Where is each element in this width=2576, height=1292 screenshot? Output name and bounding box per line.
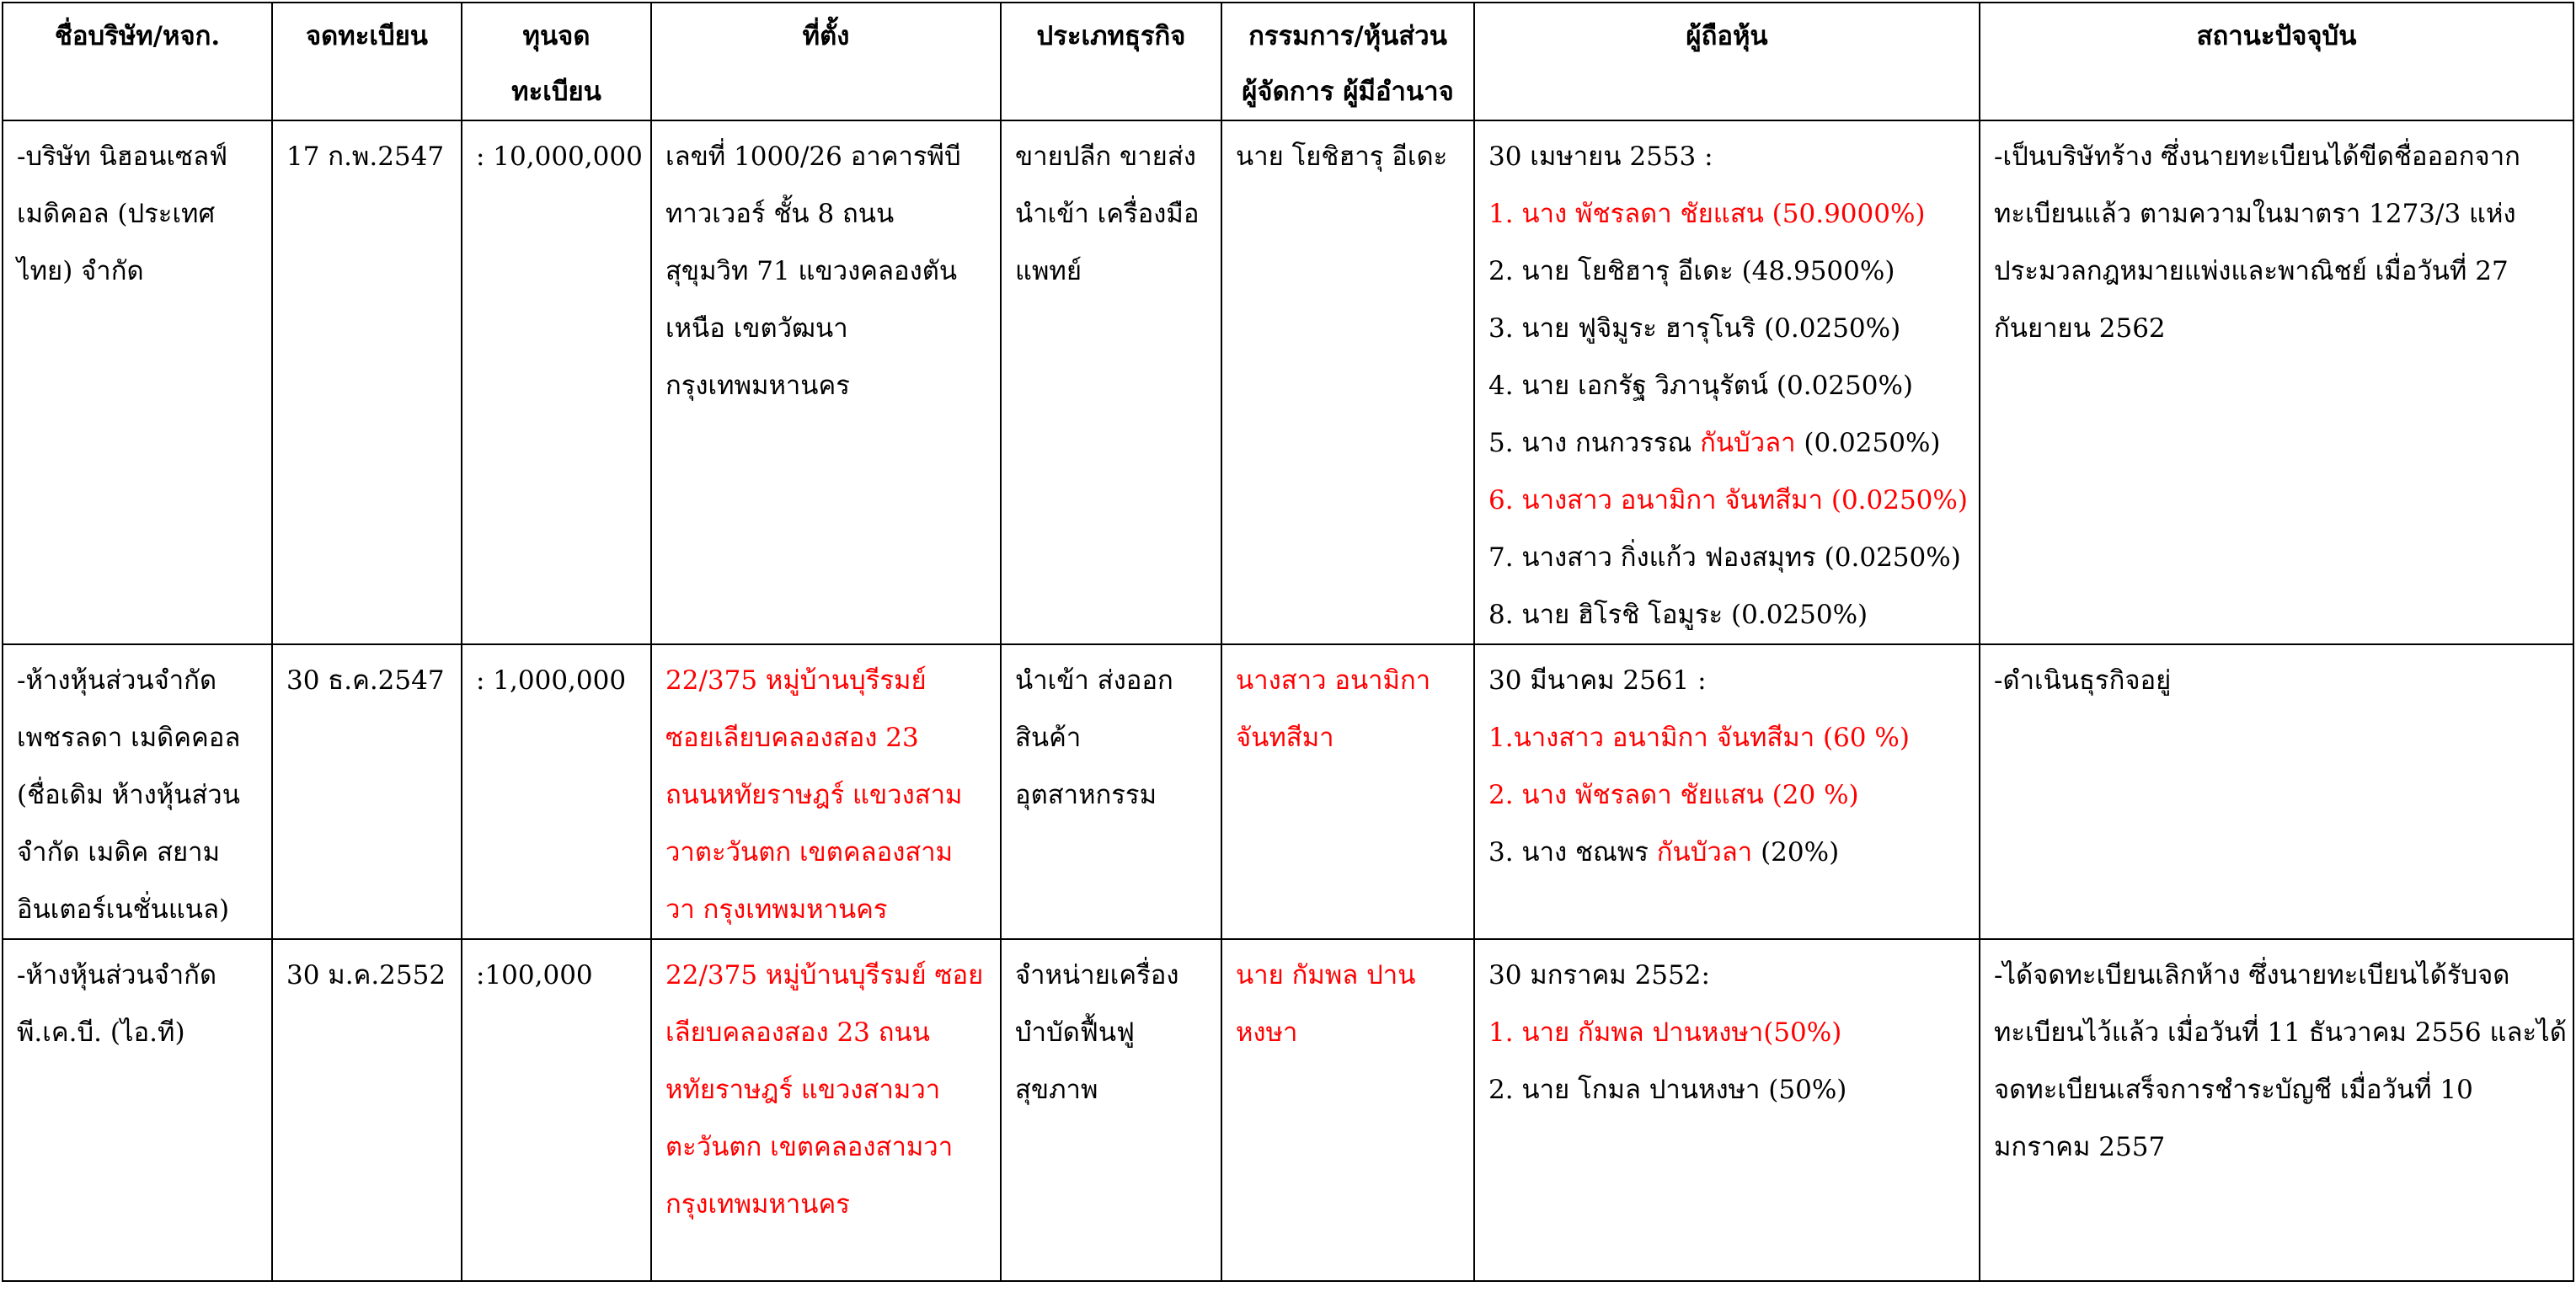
status-line: กันยายน 2562: [1994, 313, 2166, 344]
shareholder-surname-highlighted: กันบัวลา: [1656, 837, 1753, 868]
shareholder-line: 4. นาย เอกรัฐ วิภานุรัตน์ (0.0250%): [1488, 371, 1914, 401]
shareholder-line: 2. นาย โยชิฮารุ อีเดะ (48.9500%): [1488, 256, 1895, 286]
header-location: ที่ตั้ง: [651, 3, 1001, 120]
location-line: 22/375 หมู่บ้านบุรีรมย์: [665, 665, 927, 696]
company-name-line: เมดิคอล (ประเทศ: [17, 199, 216, 229]
location-line: วาตะวันตก เขตคลองสาม: [665, 837, 954, 868]
company-name-line: (ชื่อเดิม ห้างหุ้นส่วน: [17, 780, 240, 810]
company-records-table: [2, 2, 2574, 1282]
capital-cell: [462, 120, 651, 644]
location-line: ทาวเวอร์ ชั้น 8 ถนน: [665, 199, 895, 229]
status-line: ทะเบียนไว้แล้ว เมื่อวันที่ 11 ธันวาคม 2556 และได้: [1994, 1017, 2567, 1048]
business-type-line: สุขภาพ: [1015, 1075, 1098, 1105]
location-line: เลขที่ 1000/26 อาคารพีบี: [665, 141, 961, 172]
shareholders-cell: [1474, 939, 1980, 1281]
shareholder-line-highlighted: 1. นาย กัมพล ปานหงษา(50%): [1488, 1017, 1842, 1048]
table-row: [3, 644, 2573, 939]
header-business: ประเภทธุรกิจ: [1001, 3, 1221, 120]
capital-value: : 10,000,000: [476, 141, 643, 172]
location-line: ตะวันตก เขตคลองสามวา: [665, 1132, 954, 1162]
company-name-line: อินเตอร์เนชั่นแนล): [17, 894, 230, 925]
company-name-line: พี.เค.บี. (ไอ.ที): [17, 1017, 185, 1048]
company-name-line: -บริษัท นิฮอนเซลฟ์: [17, 141, 228, 172]
header-directors: [1221, 3, 1474, 120]
shareholder-text: 5. นาง กนกวรรณ: [1488, 428, 1701, 458]
registered-date: 30 ม.ค.2552: [286, 960, 446, 990]
director-line: นาย กัมพล ปาน: [1236, 960, 1416, 990]
header-capital-line1: ทุนจด: [522, 21, 591, 51]
location-line: 22/375 หมู่บ้านบุรีรมย์ ซอย: [665, 960, 984, 990]
shareholders-cell: [1474, 644, 1980, 939]
registered-date-cell: [272, 939, 462, 1281]
header-capital-line2: ทะเบียน: [511, 77, 601, 107]
registered-date: 30 ธ.ค.2547: [286, 665, 445, 696]
status-line: -เป็นบริษัทร้าง ซึ่งนายทะเบียนได้ขีดชื่อออกจาก: [1994, 141, 2520, 172]
status-line: จดทะเบียนเสร็จการชำระบัญชี เมื่อวันที่ 10: [1994, 1075, 2473, 1105]
status-cell: [1980, 644, 2573, 939]
capital-value: :100,000: [476, 960, 593, 990]
location-line: กรุงเทพมหานคร: [665, 371, 850, 401]
header-company: ชื่อบริษัท/หจก.: [3, 3, 272, 120]
shareholders-date: 30 เมษายน 2553 :: [1488, 141, 1713, 172]
business-type-cell: [1001, 644, 1221, 939]
status-line: มกราคม 2557: [1994, 1132, 2166, 1162]
location-line: เลียบคลองสอง 23 ถนน: [665, 1017, 930, 1048]
location-line: ซอยเลียบคลองสอง 23: [665, 723, 919, 753]
shareholders-date: 30 มกราคม 2552:: [1488, 960, 1710, 990]
header-registered: จดทะเบียน: [272, 3, 462, 120]
company-name-cell: [3, 644, 272, 939]
business-type-line: นำเข้า เครื่องมือ: [1015, 199, 1200, 229]
table-row: [3, 939, 2573, 1281]
header-capital: [462, 3, 651, 120]
business-type-line: บำบัดฟื้นฟู: [1015, 1017, 1135, 1048]
shareholder-line-partial-highlight: [1488, 824, 1965, 881]
company-name-cell: [3, 120, 272, 644]
status-line: -ได้จดทะเบียนเลิกห้าง ซึ่งนายทะเบียนได้รับจด: [1994, 960, 2510, 990]
shareholder-line-highlighted: 1.นางสาว อนามิกา จันทสีมา (60 %): [1488, 723, 1910, 753]
status-cell: [1980, 939, 2573, 1281]
header-directors-line2: ผู้จัดการ ผู้มีอำนาจ: [1242, 77, 1454, 107]
company-name-line: ไทย) จำกัด: [17, 256, 144, 286]
directors-cell-highlighted: [1221, 644, 1474, 939]
shareholder-line-highlighted: 1. นาง พัชรลดา ชัยแสน (50.9000%): [1488, 199, 1926, 229]
location-cell: [651, 120, 1001, 644]
header-row: [3, 3, 2573, 120]
location-cell-highlighted: [651, 939, 1001, 1281]
capital-value: : 1,000,000: [476, 665, 627, 696]
location-cell-highlighted: [651, 644, 1001, 939]
status-cell: [1980, 120, 2573, 644]
business-type-line: จำหน่ายเครื่อง: [1015, 960, 1179, 990]
shareholder-text: (0.0250%): [1795, 428, 1941, 458]
shareholder-surname-highlighted: กันบัวลา: [1700, 428, 1796, 458]
location-line: กรุงเทพมหานคร: [665, 1189, 850, 1220]
business-type-line: ขายปลีก ขายส่ง: [1015, 141, 1196, 172]
status-line: ทะเบียนแล้ว ตามความในมาตรา 1273/3 แห่ง: [1994, 199, 2516, 229]
directors-cell-highlighted: [1221, 939, 1474, 1281]
location-line: สุขุมวิท 71 แขวงคลองตัน: [665, 256, 958, 286]
business-type-line: อุตสาหกรรม: [1015, 780, 1157, 810]
director-line: นาย โยชิฮารุ อีเดะ: [1236, 141, 1448, 172]
business-type-cell: [1001, 939, 1221, 1281]
shareholders-cell: [1474, 120, 1980, 644]
shareholder-line: 8. นาย ฮิโรชิ โอมูระ (0.0250%): [1488, 600, 1868, 630]
status-line: ประมวลกฎหมายแพ่งและพาณิชย์ เมื่อวันที่ 27: [1994, 256, 2509, 286]
header-directors-line1: กรรมการ/หุ้นส่วน: [1248, 21, 1447, 51]
company-name-line: จำกัด เมดิค สยาม: [17, 837, 221, 868]
business-type-line: นำเข้า ส่งออก: [1015, 665, 1173, 696]
location-line: หทัยราษฎร์ แขวงสามวา: [665, 1075, 941, 1105]
company-name-line: -ห้างหุ้นส่วนจำกัด: [17, 665, 217, 696]
shareholders-date: 30 มีนาคม 2561 :: [1488, 665, 1707, 696]
director-line: หงษา: [1236, 1017, 1298, 1048]
director-line: นางสาว อนามิกา: [1236, 665, 1431, 696]
company-name-cell: [3, 939, 272, 1281]
capital-cell: [462, 644, 651, 939]
status-line: -ดำเนินธุรกิจอยู่: [1994, 665, 2172, 696]
location-line: ถนนหทัยราษฎร์ แขวงสาม: [665, 780, 963, 810]
shareholder-line: 3. นาย ฟูจิมูระ ฮารุโนริ (0.0250%): [1488, 313, 1901, 344]
shareholder-line: 7. นางสาว กิ่งแก้ว ฟองสมุทร (0.0250%): [1488, 542, 1961, 573]
registered-date-cell: [272, 644, 462, 939]
table-row: [3, 120, 2573, 644]
shareholder-line-partial-highlight: [1488, 414, 1965, 472]
business-type-line: สินค้า: [1015, 723, 1082, 753]
location-line: วา กรุงเทพมหานคร: [665, 894, 888, 925]
directors-cell: [1221, 120, 1474, 644]
director-line: จันทสีมา: [1236, 723, 1334, 753]
business-type-cell: [1001, 120, 1221, 644]
shareholder-line-highlighted: 2. นาง พัชรลดา ชัยแสน (20 %): [1488, 780, 1859, 810]
company-name-line: เพชรลดา เมดิคคอล: [17, 723, 241, 753]
company-name-line: -ห้างหุ้นส่วนจำกัด: [17, 960, 217, 990]
business-type-line: แพทย์: [1015, 256, 1082, 286]
header-shareholders: ผู้ถือหุ้น: [1474, 3, 1980, 120]
capital-cell: [462, 939, 651, 1281]
shareholder-text: 3. นาง ชณพร: [1488, 837, 1657, 868]
registered-date-cell: [272, 120, 462, 644]
shareholder-line: 2. นาย โกมล ปานหงษา (50%): [1488, 1075, 1847, 1105]
shareholder-text: (20%): [1752, 837, 1840, 868]
shareholder-line-highlighted: 6. นางสาว อนามิกา จันทสีมา (0.0250%): [1488, 485, 1968, 515]
registered-date: 17 ก.พ.2547: [286, 141, 445, 172]
header-status: สถานะปัจจุบัน: [1980, 3, 2573, 120]
location-line: เหนือ เขตวัฒนา: [665, 313, 848, 344]
